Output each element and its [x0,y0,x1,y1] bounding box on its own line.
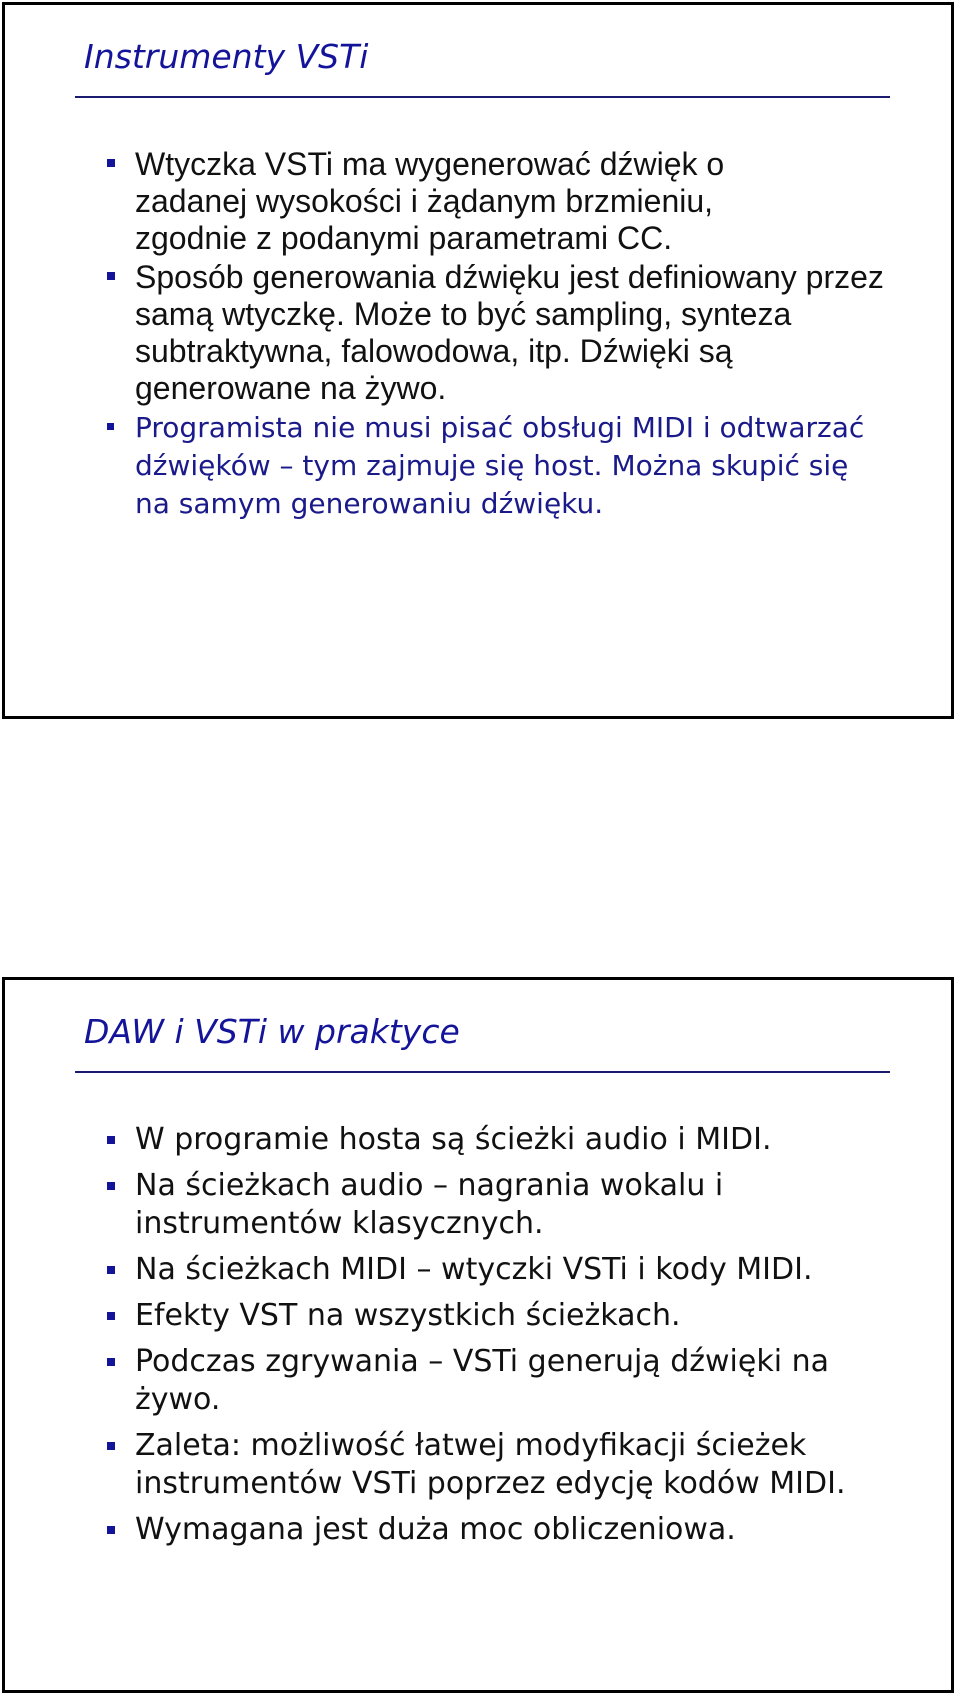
list-item [5,1167,815,1243]
bullet-list [5,1121,951,1557]
list-item [5,1511,935,1549]
square-bullet-icon [107,1442,115,1450]
slide-instrumenty-vsti [2,2,954,719]
list-item [5,259,935,407]
slide-daw-i-vsti-w-praktyce [2,977,954,1693]
list-item [5,146,795,257]
bullet-text: Na ścieżkach MIDI – wtyczki VSTi i kody MIDI. [135,1252,813,1287]
bullet-text: Programista nie musi pisać obsługi MIDI i odtwarzać dźwięków – tym zajmuje się host. Można skupić się na samym generowaniu dźwięku. [135,411,865,520]
square-bullet-icon [107,1266,115,1274]
slide-title: Instrumenty VSTi [84,37,369,76]
square-bullet-icon [107,1358,115,1366]
title-divider [75,1071,890,1073]
bullet-text: W programie hosta są ścieżki audio i MIDI. [135,1122,772,1157]
bullet-text: Wtyczka VSTi ma wygenerować dźwięk o zadanej wysokości i żądanym brzmieniu, zgodnie z podanymi parametrami CC. [135,146,725,256]
square-bullet-icon [107,1526,115,1534]
list-item [5,1297,935,1335]
bullet-text: Wymagana jest duża moc obliczeniowa. [135,1512,736,1547]
title-divider [75,96,890,98]
list-item [5,1251,955,1289]
square-bullet-icon [107,423,114,430]
list-item [5,1121,935,1159]
bullet-text: Sposób generowania dźwięku jest definiowany przez samą wtyczkę. Może to być sampling, synteza subtraktywna, falowodowa, itp. Dźwięki są generowane na żywo. [135,259,884,406]
bullet-text: Na ścieżkach audio – nagrania wokalu i instrumentów klasycznych. [135,1168,724,1241]
bullet-text: Efekty VST na wszystkich ścieżkach. [135,1298,681,1333]
square-bullet-icon [107,1182,115,1190]
slide-title: DAW i VSTi w praktyce [84,1012,460,1051]
bullet-text: Podczas zgrywania – VSTi generują dźwięki na żywo. [135,1344,829,1417]
list-item [5,1427,915,1503]
bullet-list [5,146,951,523]
list-item [5,1343,945,1419]
square-bullet-icon [107,1312,115,1320]
list-item [5,409,915,523]
square-bullet-icon [107,159,115,167]
bullet-text: Zaleta: możliwość łatwej modyfikacji ścieżek instrumentów VSTi poprzez edycję kodów MIDI. [135,1428,846,1501]
square-bullet-icon [107,1136,115,1144]
square-bullet-icon [107,272,115,280]
